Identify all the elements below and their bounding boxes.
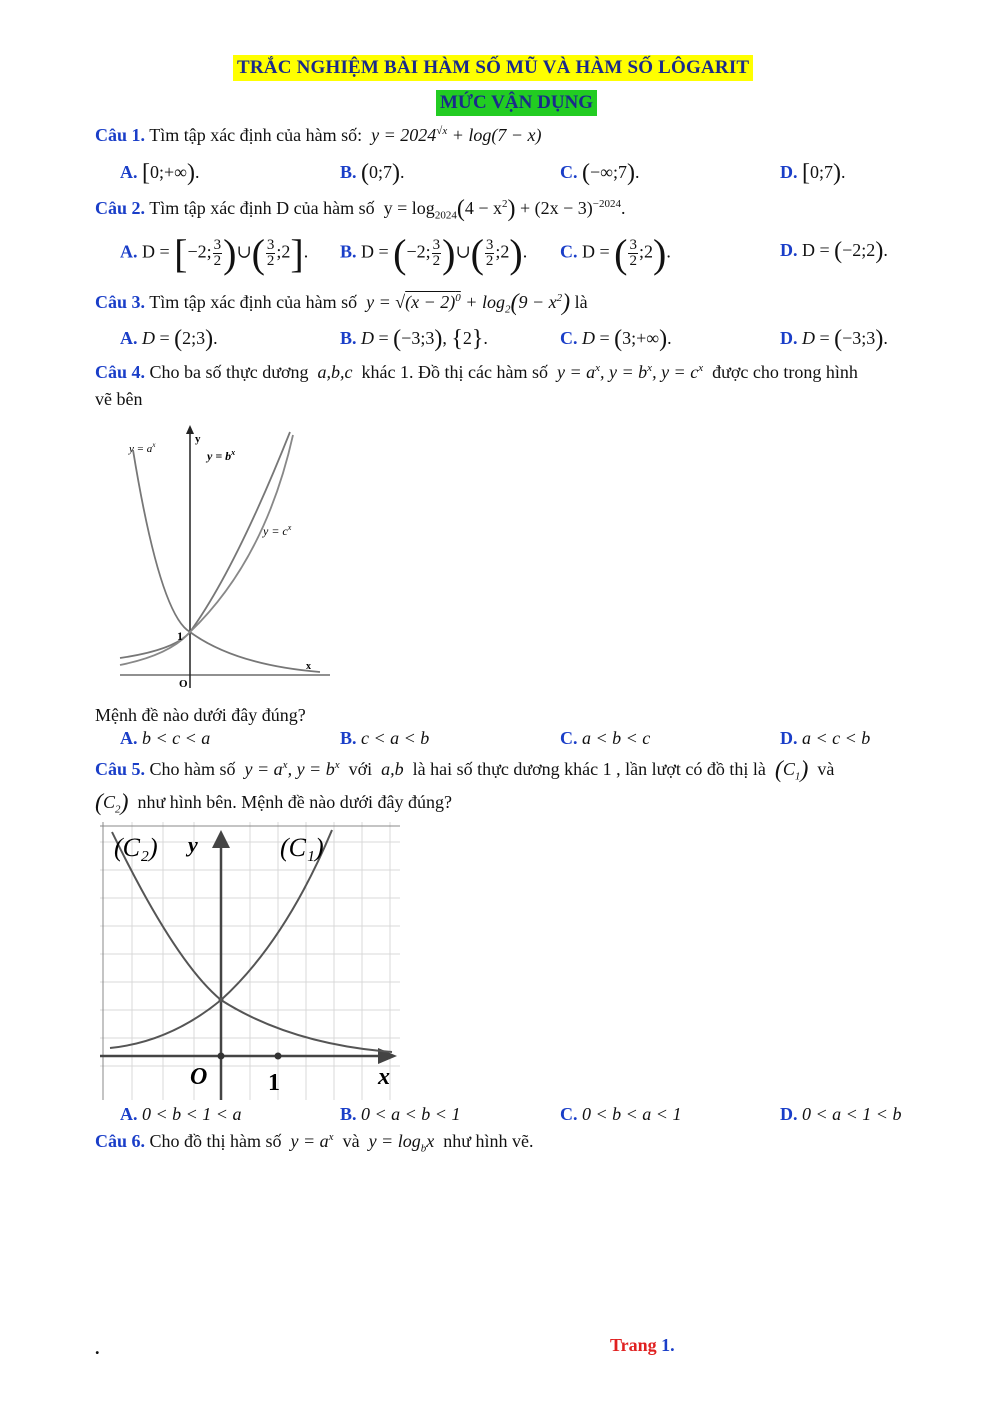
footer-dot: . (95, 1338, 100, 1358)
q2-option-c[interactable]: C. D = ( $\frac{3}{2}$ ;2). (560, 231, 671, 276)
worksheet-title: TRẮC NGHIỆM BÀI HÀM SỐ MŨ VÀ HÀM SỐ LÔGARIT (233, 55, 753, 81)
q1-option-c[interactable]: C. (−∞;7). (560, 160, 640, 186)
page-number: 1. (661, 1335, 675, 1355)
question-label: Câu 4. (95, 362, 146, 382)
q4-option-d[interactable]: D. a < c < b (780, 728, 871, 748)
question-2 (95, 196, 625, 223)
question-text: Tìm tập xác định D của hàm số (149, 198, 375, 218)
y-label: y (188, 832, 198, 857)
curve-c (120, 435, 293, 665)
x-label: x (378, 1064, 390, 1090)
q4-option-a[interactable]: A. b < c < a (120, 728, 211, 748)
origin-label: O (190, 1064, 208, 1090)
label-y-b: $y = b^x$ (207, 448, 236, 463)
question-label: Câu 1. (95, 125, 146, 145)
q4-option-c[interactable]: C. a < b < c (560, 728, 651, 748)
question-3 (95, 290, 588, 317)
label-c2: (C₂) (114, 833, 158, 862)
question-label: Câu 5. (95, 759, 146, 779)
question-label: Câu 2. (95, 198, 146, 218)
question-1 (95, 125, 542, 146)
x-one-point (275, 1053, 282, 1060)
label-y-a: $y = a^x$ (129, 441, 156, 455)
q4-prompt: Mệnh đề nào dưới đây đúng? (95, 705, 306, 725)
q2-option-b[interactable]: B. D = (−2; $\frac{3}{2}$ )∪( $\frac{3}{2}$ ;2). (340, 231, 528, 276)
q3-option-a[interactable]: A. D = (2;3). (120, 326, 218, 352)
formula: $y = √(x - 2)^0 + \log_2(9 - x^2)$ (361, 290, 571, 316)
origin-label: O (179, 678, 188, 690)
x-one-label: 1 (268, 1070, 280, 1096)
page-footer (610, 1335, 675, 1356)
worksheet-level: MỨC VẬN DỤNG (436, 90, 597, 116)
y-axis-arrow (186, 425, 194, 434)
q5-option-c[interactable]: C. 0 < b < a < 1 (560, 1104, 682, 1124)
question-tail: là (574, 292, 588, 312)
q3-option-c[interactable]: C. D = (3;+∞). (560, 326, 672, 352)
x-label: x (306, 661, 311, 672)
q3-option-b[interactable]: B. D = (−3;3), {2}. (340, 326, 488, 352)
q5-option-d[interactable]: D. 0 < a < 1 < b (780, 1104, 902, 1124)
q5-option-b[interactable]: B. 0 < a < b < 1 (340, 1104, 461, 1124)
q4-option-b[interactable]: B. c < a < b (340, 728, 430, 748)
q4-graph (115, 420, 335, 695)
q2-option-a[interactable]: A. D = [−2; $\frac{3}{2}$ )∪( $\frac{3}{2}$ ;2]. (120, 231, 309, 276)
q5-option-a[interactable]: A. 0 < b < 1 < a (120, 1104, 242, 1124)
q1-option-b[interactable]: B. (0;7). (340, 160, 405, 186)
curve-b (120, 432, 290, 658)
question-label: Câu 6. (95, 1131, 146, 1151)
curve-a-decreasing (133, 450, 320, 672)
label-c1: (C₁) (280, 833, 324, 862)
question-5: Câu 5. Cho hàm số $y = a^x$, $y = b^x$ với a,b là hai số thực dương khác 1 , lần lượt có đồ thị là $(C_1)$ và (95, 757, 835, 783)
question-text: Tìm tập xác định của hàm số (149, 292, 358, 312)
formula: $y = \log_{2024}(4 - x^2) + (2x - 3)^{-2024}$. (379, 196, 626, 222)
formula: $y = 2024^{√x} + \log(7 - x)$ (366, 125, 542, 145)
question-4: Câu 4. Cho ba số thực dương a,b,c khác 1. Đồ thị các hàm số $y = a^x$, $y = b^x$, $y = c^x$ được cho trong hình (95, 362, 858, 382)
intersection-point (219, 998, 224, 1003)
question-5-cont: $(C_2)$ như hình bên. Mệnh đề nào dưới đây đúng? (95, 790, 452, 816)
q1-option-d[interactable]: D. [0;7). (780, 160, 846, 186)
q2-option-d[interactable]: D. D = (−2;2). (780, 238, 888, 264)
question-4-cont: vẽ bên (95, 389, 143, 409)
question-6: Câu 6. Cho đồ thị hàm số $y = a^x$ và $y = \log_bx$ như hình vẽ. (95, 1131, 534, 1155)
q3-option-d[interactable]: D. D = (−3;3). (780, 326, 888, 352)
q5-graph (100, 822, 400, 1100)
y-label: y (195, 433, 201, 445)
question-text: Tìm tập xác định của hàm số: (149, 125, 363, 145)
origin-point (218, 1053, 225, 1060)
page-label: Trang (610, 1335, 657, 1355)
formula: $y = a^x$, $y = b^x$, $y = c^x$ (552, 362, 704, 382)
label-y-c: $y = c^x$ (263, 523, 292, 538)
label-one: 1 (177, 629, 183, 643)
q1-option-a[interactable]: A. [0;+∞). (120, 160, 200, 186)
question-label: Câu 3. (95, 292, 146, 312)
